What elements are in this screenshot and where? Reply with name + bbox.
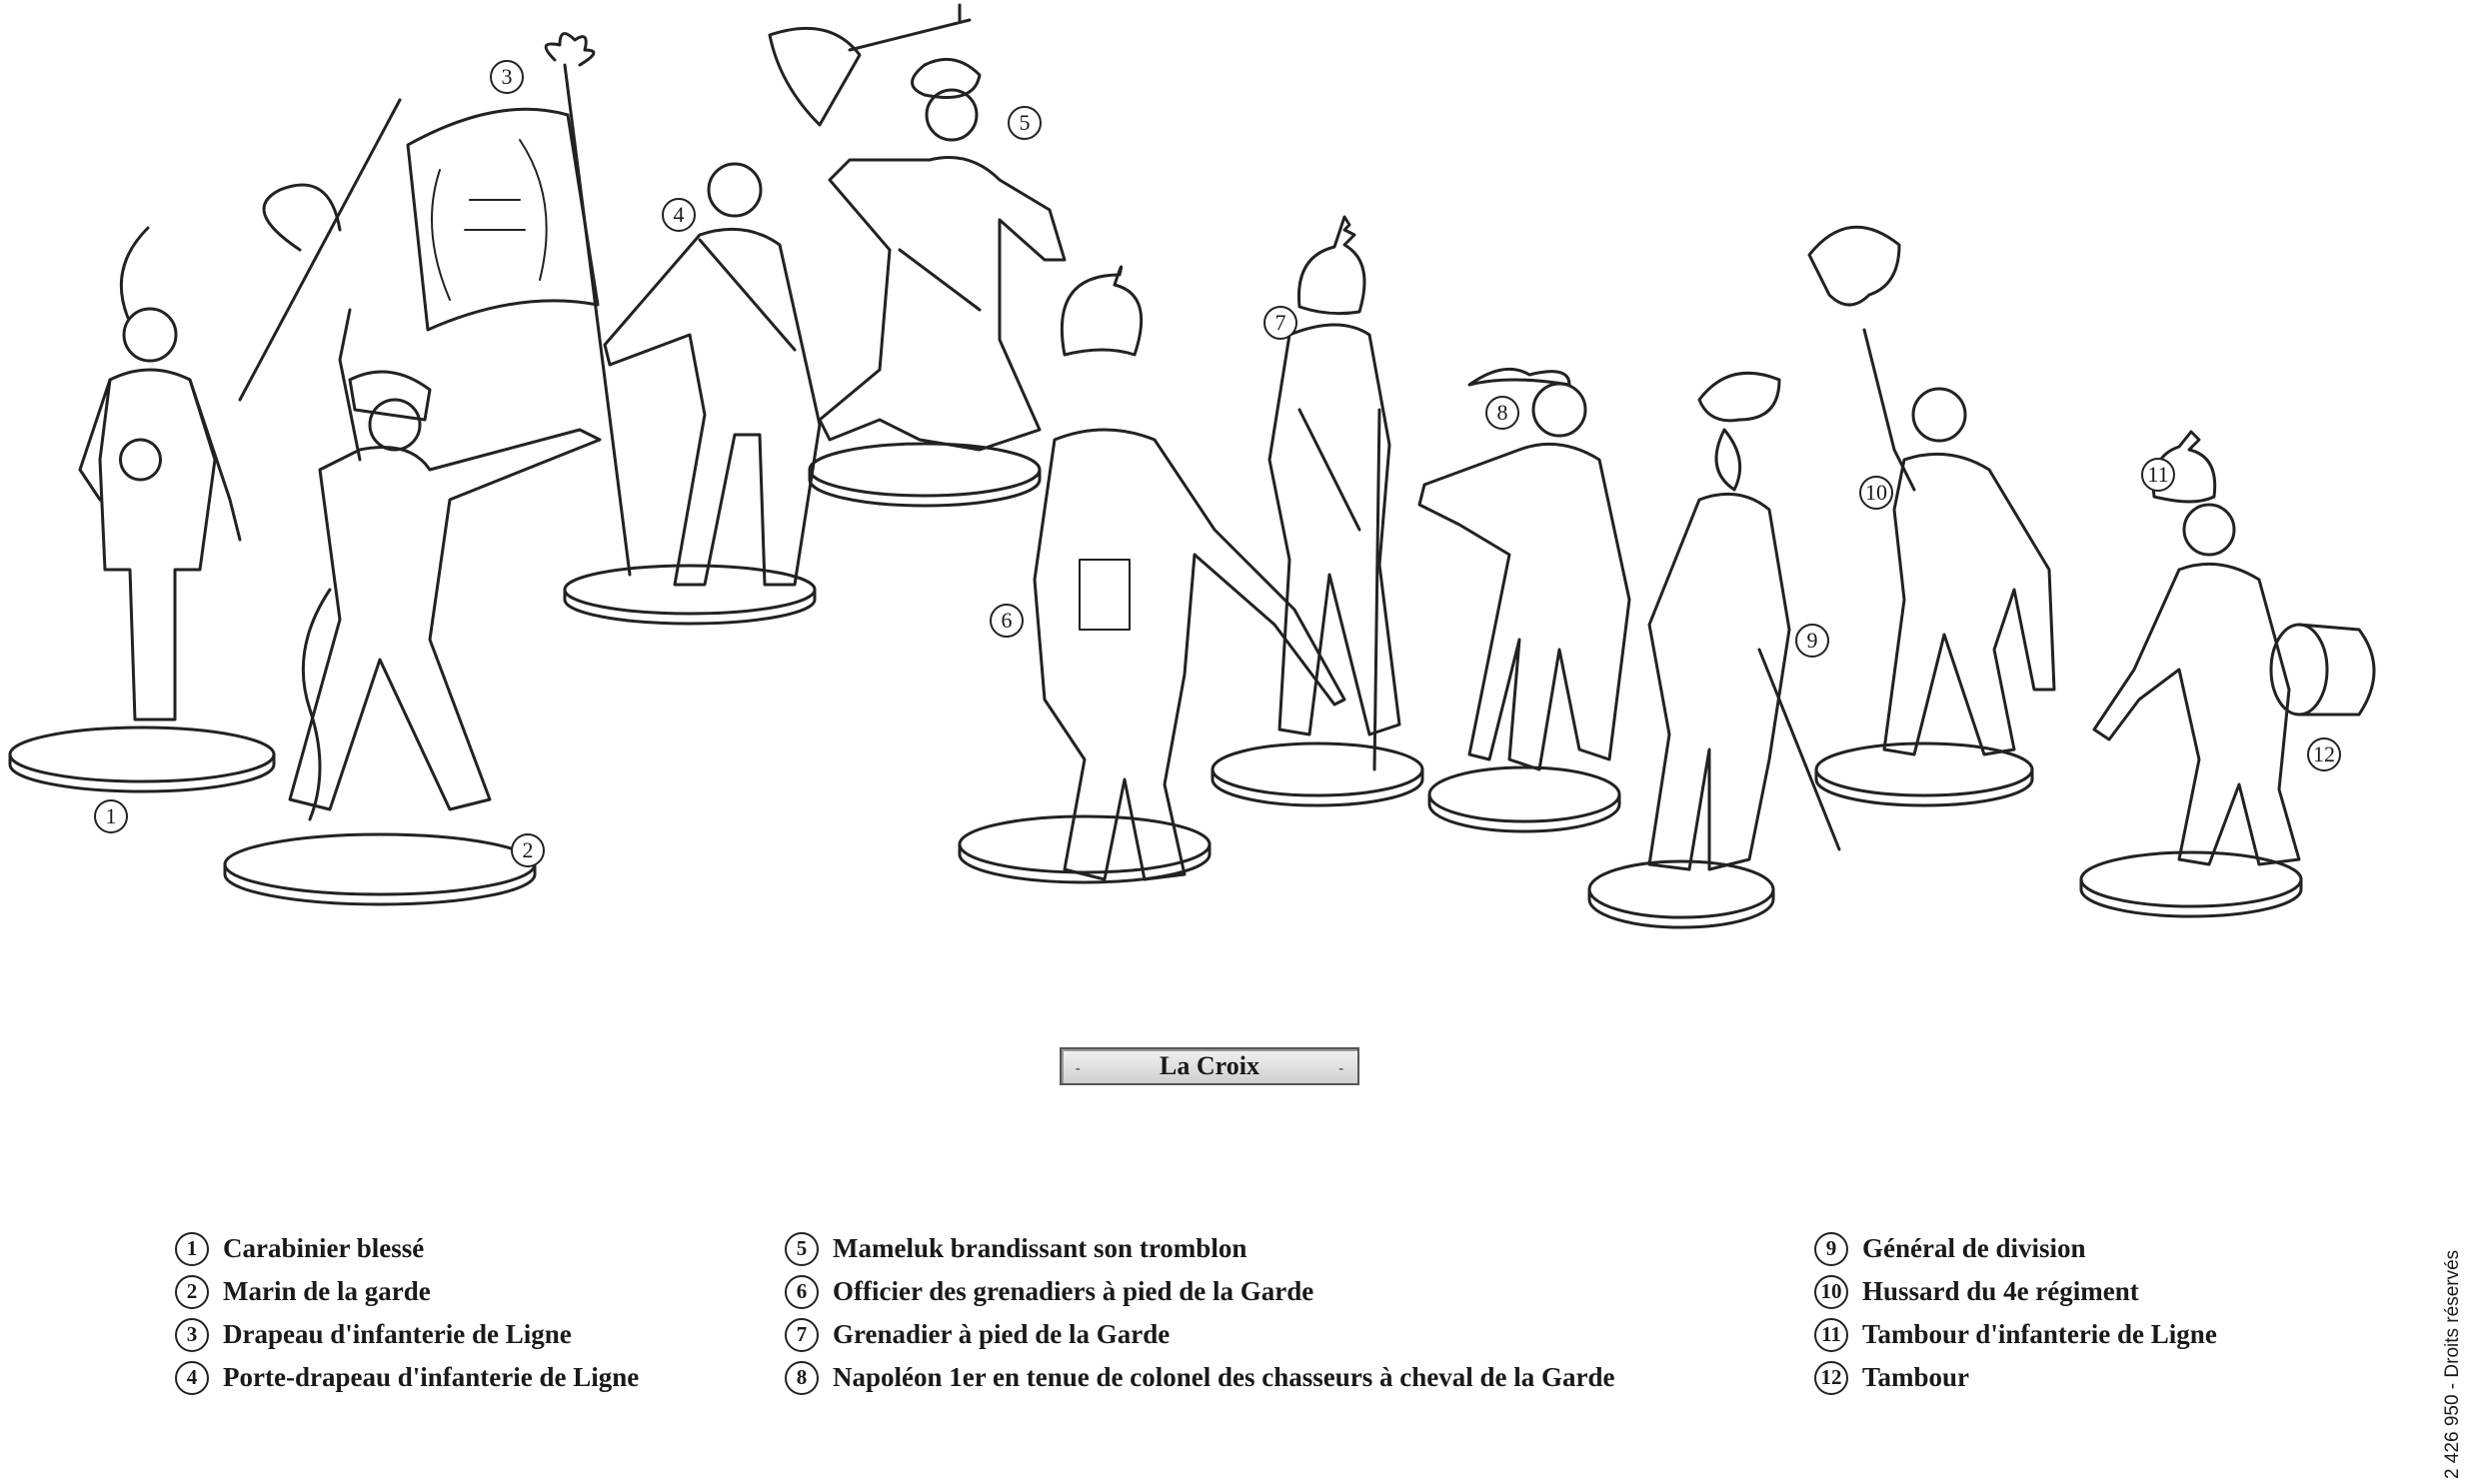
legend-label: Tambour d'infanterie de Ligne — [1862, 1319, 2217, 1349]
legend-label: Hussard du 4e régiment — [1862, 1276, 2139, 1306]
callout-2: 2 — [511, 833, 545, 867]
legend-label: Tambour — [1862, 1362, 1970, 1392]
legend-label: Officier des grenadiers à pied de la Garde — [833, 1276, 1314, 1306]
legend-number: 1 — [175, 1232, 209, 1266]
callout-9: 9 — [1795, 624, 1829, 658]
legend-item — [175, 1356, 639, 1399]
legend-number: 10 — [1814, 1275, 1848, 1309]
figure-11-12 — [2081, 432, 2374, 916]
legend-item — [785, 1270, 1614, 1313]
legend-label: Mameluk brandissant son tromblon — [833, 1233, 1247, 1263]
legend-number: 11 — [1814, 1318, 1848, 1352]
legend-label: Grenadier à pied de la Garde — [833, 1319, 1171, 1349]
legend-number: 6 — [785, 1275, 819, 1309]
callout-7: 7 — [1263, 306, 1297, 340]
legend-item — [785, 1356, 1614, 1399]
legend-number: 8 — [785, 1361, 819, 1395]
callout-12: 12 — [2307, 738, 2341, 771]
callout-5: 5 — [1008, 106, 1042, 140]
legend-label: Drapeau d'infanterie de Ligne — [223, 1319, 572, 1349]
callout-3: 3 — [490, 60, 524, 94]
callout-11: 11 — [2141, 458, 2175, 492]
legend-item — [175, 1227, 639, 1270]
banner-tick-right: - — [1338, 1061, 1343, 1076]
legend-number: 4 — [175, 1361, 209, 1395]
callout-10: 10 — [1859, 476, 1893, 510]
figure-8 — [1419, 369, 1629, 831]
legend-item — [1814, 1270, 2217, 1313]
legend-item — [785, 1227, 1614, 1270]
rights-notice: 2 426 950 - Droits réservés — [2442, 1249, 2463, 1479]
figure-10 — [1809, 227, 2054, 805]
banner-title: La Croix — [1160, 1051, 1259, 1080]
figure-7 — [1213, 217, 1422, 805]
figure-5 — [770, 5, 1065, 506]
legend-number: 7 — [785, 1318, 819, 1352]
legend-label: Napoléon 1er en tenue de colonel des chasseurs à cheval de la Garde — [833, 1362, 1615, 1392]
legend-column-1 — [175, 1227, 639, 1399]
legend-item — [785, 1313, 1614, 1356]
figure-2 — [225, 100, 600, 904]
legend-item — [175, 1313, 639, 1356]
callout-8: 8 — [1485, 396, 1519, 430]
la-croix-banner — [1060, 1047, 1359, 1085]
legend-item — [1814, 1313, 2217, 1356]
figure-3-4 — [408, 34, 820, 624]
legend-number: 9 — [1814, 1232, 1848, 1266]
figure-1 — [10, 228, 274, 791]
legend-number: 2 — [175, 1275, 209, 1309]
legend-number: 5 — [785, 1232, 819, 1266]
legend-item — [175, 1270, 639, 1313]
legend-label: Carabinier blessé — [223, 1233, 425, 1263]
callout-6: 6 — [990, 604, 1024, 638]
legend-column-2 — [785, 1227, 1614, 1399]
legend-number: 12 — [1814, 1361, 1848, 1395]
legend-label: Général de division — [1862, 1233, 2086, 1263]
legend-item — [1814, 1227, 2217, 1270]
legend-label: Marin de la garde — [223, 1276, 431, 1306]
legend-number: 3 — [175, 1318, 209, 1352]
callout-1: 1 — [94, 799, 128, 833]
banner-tick-left: - — [1076, 1061, 1081, 1076]
legend-column-3 — [1814, 1227, 2217, 1399]
legend-label: Porte-drapeau d'infanterie de Ligne — [223, 1362, 640, 1392]
callout-4: 4 — [662, 198, 696, 232]
legend-item — [1814, 1356, 2217, 1399]
